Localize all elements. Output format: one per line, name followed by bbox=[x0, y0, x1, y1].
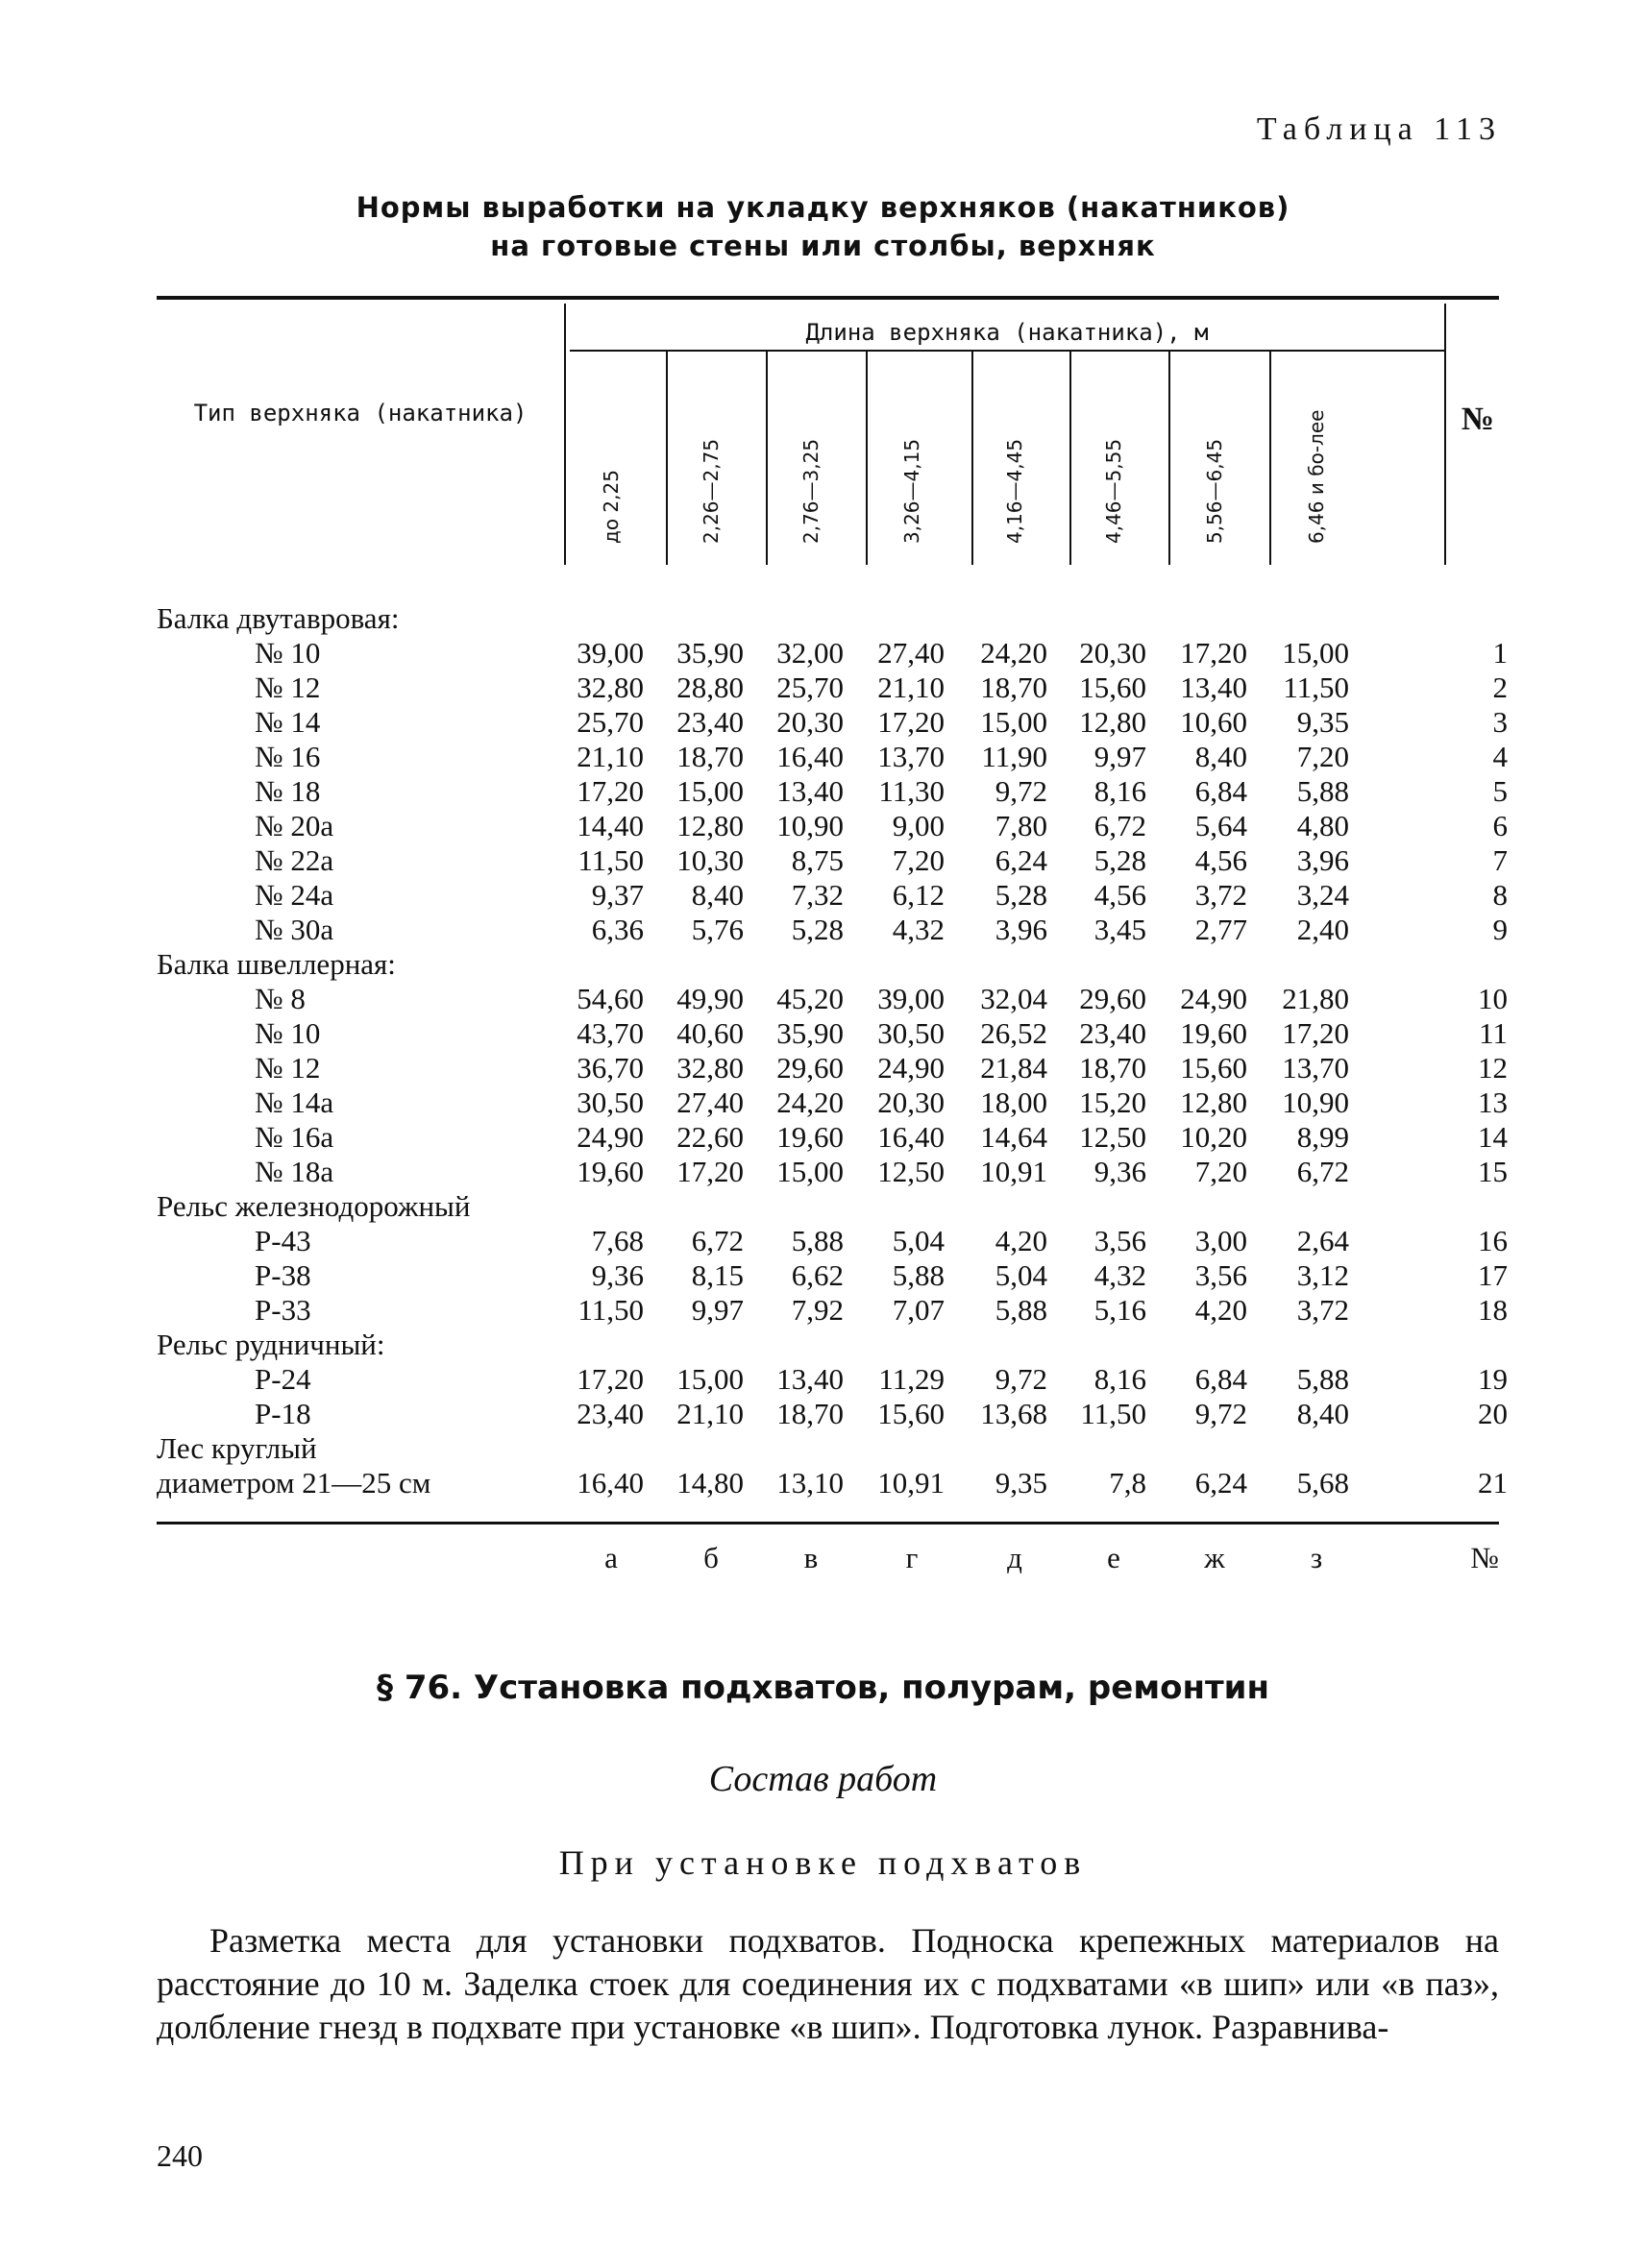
column-letter: д bbox=[1007, 1541, 1022, 1574]
column-letter: а bbox=[604, 1541, 618, 1574]
table-cell: 36,70 bbox=[577, 1051, 644, 1085]
table-cell: 15,60 bbox=[1180, 1051, 1247, 1085]
row-type-label: Балка швеллерная: bbox=[157, 947, 396, 981]
row-type-label: № 14а bbox=[255, 1085, 334, 1119]
column-letters bbox=[157, 1541, 1499, 1579]
row-number: 21 bbox=[1478, 1466, 1508, 1500]
table-cell: 12,50 bbox=[877, 1155, 945, 1188]
table-cell: 17,20 bbox=[676, 1155, 744, 1188]
table-row bbox=[157, 705, 1508, 740]
row-type-label: Р-43 bbox=[255, 1224, 311, 1257]
table-cell: 5,28 bbox=[995, 878, 1047, 912]
table-cell: 12,80 bbox=[1079, 705, 1146, 739]
row-number: 11 bbox=[1479, 1016, 1508, 1050]
column-header bbox=[986, 402, 1044, 565]
row-type-label: Балка двутавровая: bbox=[157, 601, 400, 635]
table-cell: 19,60 bbox=[776, 1120, 844, 1154]
column-divider bbox=[1069, 352, 1071, 565]
table-cell: 3,00 bbox=[1194, 1224, 1247, 1257]
number-header: № bbox=[1461, 402, 1495, 437]
table-cell: 6,84 bbox=[1194, 774, 1247, 808]
table-row bbox=[157, 843, 1508, 878]
table-cell: 6,84 bbox=[1194, 1362, 1247, 1396]
row-type-label: № 10 bbox=[255, 1016, 321, 1050]
table-cell: 13,68 bbox=[980, 1397, 1047, 1430]
column-header-label: 2,26—2,75 bbox=[700, 438, 723, 544]
table-cell: 24,90 bbox=[877, 1051, 945, 1085]
table-cell: 15,60 bbox=[877, 1397, 945, 1430]
row-number: 14 bbox=[1478, 1120, 1508, 1154]
table-cell: 27,40 bbox=[676, 1085, 744, 1119]
row-number: 20 bbox=[1478, 1397, 1508, 1430]
table-cell: 15,20 bbox=[1079, 1085, 1146, 1119]
length-header: Длина верхняка (накатника), м bbox=[805, 319, 1209, 346]
column-header bbox=[1085, 402, 1142, 565]
table-row bbox=[157, 774, 1508, 809]
table-cell: 17,20 bbox=[1282, 1016, 1349, 1050]
subtitle-italic: Состав работ bbox=[708, 1759, 938, 1799]
table-cell: 8,75 bbox=[791, 843, 844, 877]
column-letter: е bbox=[1107, 1541, 1120, 1574]
table-cell: 5,88 bbox=[791, 1224, 844, 1257]
table-cell: 20,30 bbox=[1079, 636, 1146, 670]
row-number: 6 bbox=[1492, 809, 1508, 842]
table-cell: 9,36 bbox=[1093, 1155, 1146, 1188]
table-row bbox=[157, 1085, 1508, 1120]
table-cell: 11,29 bbox=[878, 1362, 945, 1396]
table-cell: 7,32 bbox=[791, 878, 844, 912]
table-cell: 16,40 bbox=[577, 1466, 644, 1500]
table-cell: 4,20 bbox=[995, 1224, 1047, 1257]
header-divider-right bbox=[1444, 304, 1446, 565]
table-cell: 21,10 bbox=[577, 740, 644, 773]
table-cell: 10,30 bbox=[676, 843, 744, 877]
table-cell: 17,20 bbox=[877, 705, 945, 739]
table-cell: 3,24 bbox=[1296, 878, 1349, 912]
table-row bbox=[157, 671, 1508, 705]
row-type-label: Р-33 bbox=[255, 1293, 311, 1327]
table-cell: 7,8 bbox=[1109, 1466, 1146, 1500]
table-cell: 15,00 bbox=[1282, 636, 1349, 670]
table-cell: 18,70 bbox=[676, 740, 744, 773]
table-cell: 9,72 bbox=[995, 1362, 1047, 1396]
table-cell: 22,60 bbox=[676, 1120, 744, 1154]
row-type-label: Рельс железнодорожный bbox=[157, 1189, 471, 1223]
table-cell: 39,00 bbox=[577, 636, 644, 670]
column-letter: з bbox=[1310, 1541, 1323, 1574]
row-type-label: № 18а bbox=[255, 1155, 334, 1188]
table-cell: 15,60 bbox=[1079, 671, 1146, 704]
table-cell: 5,88 bbox=[995, 1293, 1047, 1327]
table-cell: 5,28 bbox=[1093, 843, 1146, 877]
row-number: 2 bbox=[1492, 671, 1508, 704]
column-header-label: 5,56—6,45 bbox=[1203, 438, 1226, 544]
row-number: 13 bbox=[1478, 1085, 1508, 1119]
column-letter: г bbox=[905, 1541, 919, 1574]
row-type-label: № 18 bbox=[255, 774, 321, 808]
table-cell: 18,70 bbox=[980, 671, 1047, 704]
column-header bbox=[782, 402, 840, 565]
table-cell: 8,40 bbox=[1296, 1397, 1349, 1430]
table-row bbox=[157, 1155, 1508, 1189]
table-cell: 5,76 bbox=[691, 913, 744, 946]
table-cell: 7,92 bbox=[791, 1293, 844, 1327]
table-cell: 10,60 bbox=[1180, 705, 1247, 739]
table-cell: 39,00 bbox=[877, 982, 945, 1015]
column-header-label: 6,46 и бо-лее bbox=[1305, 409, 1328, 544]
table-cell: 13,40 bbox=[1180, 671, 1247, 704]
table-cell: 7,80 bbox=[995, 809, 1047, 842]
row-type-label: Лес круглый bbox=[157, 1431, 317, 1465]
table-cell: 12,80 bbox=[1180, 1085, 1247, 1119]
row-type-label: Р-38 bbox=[255, 1258, 311, 1292]
table-cell: 43,70 bbox=[577, 1016, 644, 1050]
column-header-label: 4,46—5,55 bbox=[1102, 438, 1125, 544]
table-cell: 25,70 bbox=[776, 671, 844, 704]
table-cell: 15,00 bbox=[980, 705, 1047, 739]
table-cell: 24,20 bbox=[980, 636, 1047, 670]
table-cell: 10,20 bbox=[1180, 1120, 1247, 1154]
table-cell: 40,60 bbox=[676, 1016, 744, 1050]
column-header-label: 4,16—4,45 bbox=[1003, 438, 1026, 544]
table-cell: 24,90 bbox=[577, 1120, 644, 1154]
row-type-label: Р-24 bbox=[255, 1362, 311, 1396]
table-cell: 6,62 bbox=[791, 1258, 844, 1292]
table-cell: 2,64 bbox=[1296, 1224, 1349, 1257]
table-cell: 29,60 bbox=[776, 1051, 844, 1085]
table-cell: 7,20 bbox=[1194, 1155, 1247, 1188]
table-cell: 8,15 bbox=[691, 1258, 744, 1292]
table-cell: 27,40 bbox=[877, 636, 945, 670]
table-row bbox=[157, 982, 1508, 1016]
table-row bbox=[157, 740, 1508, 774]
table-cell: 9,35 bbox=[1296, 705, 1349, 739]
row-number: 5 bbox=[1492, 774, 1508, 808]
table-cell: 18,70 bbox=[1079, 1051, 1146, 1085]
column-header bbox=[682, 402, 740, 565]
table-cell: 35,90 bbox=[776, 1016, 844, 1050]
row-type-label: № 12 bbox=[255, 671, 321, 704]
row-type-label: № 14 bbox=[255, 705, 321, 739]
table-row bbox=[157, 913, 1508, 947]
table-cell: 6,72 bbox=[1296, 1155, 1349, 1188]
table-cell: 3,12 bbox=[1296, 1258, 1349, 1292]
table-cell: 13,40 bbox=[776, 1362, 844, 1396]
section-title: § 76. Установка подхватов, полурам, ремонтин bbox=[377, 1669, 1269, 1707]
table-cell: 16,40 bbox=[877, 1120, 945, 1154]
table-cell: 13,70 bbox=[877, 740, 945, 773]
column-header bbox=[883, 402, 941, 565]
table-cell: 3,56 bbox=[1194, 1258, 1247, 1292]
row-number: 9 bbox=[1492, 913, 1508, 946]
table-cell: 15,00 bbox=[676, 1362, 744, 1396]
row-type-label: Рельс рудничный: bbox=[157, 1328, 385, 1361]
table-cell: 4,56 bbox=[1093, 878, 1146, 912]
column-header bbox=[582, 402, 640, 565]
column-header-label: 3,26—4,15 bbox=[900, 438, 923, 544]
table-cell: 28,80 bbox=[676, 671, 744, 704]
table-cell: 7,07 bbox=[892, 1293, 945, 1327]
table-cell: 32,00 bbox=[776, 636, 844, 670]
table-cell: 9,35 bbox=[995, 1466, 1047, 1500]
table-cell: 15,00 bbox=[676, 774, 744, 808]
table-cell: 9,36 bbox=[591, 1258, 644, 1292]
row-number: 8 bbox=[1492, 878, 1508, 912]
table-cell: 16,40 bbox=[776, 740, 844, 773]
table-cell: 24,20 bbox=[776, 1085, 844, 1119]
table-cell: 5,88 bbox=[1296, 1362, 1349, 1396]
table-title bbox=[0, 188, 1646, 265]
table-cell: 5,88 bbox=[1296, 774, 1349, 808]
column-header bbox=[1288, 402, 1345, 565]
table-cell: 4,32 bbox=[1093, 1258, 1146, 1292]
table-cell: 9,97 bbox=[691, 1293, 744, 1327]
page-number: 240 bbox=[157, 2138, 203, 2173]
table-row bbox=[157, 1466, 1508, 1500]
table-cell: 14,64 bbox=[980, 1120, 1047, 1154]
table-cell: 13,70 bbox=[1282, 1051, 1349, 1085]
table-cell: 21,80 bbox=[1282, 982, 1349, 1015]
row-number: 7 bbox=[1492, 843, 1508, 877]
row-type-label: № 30а bbox=[255, 913, 334, 946]
table-row bbox=[157, 1016, 1508, 1051]
table-cell: 13,40 bbox=[776, 774, 844, 808]
table-title-line1: Нормы выработки на укладку верхняков (накатников) bbox=[356, 191, 1290, 224]
table-cell: 14,80 bbox=[676, 1466, 744, 1500]
subtitle-spaced: При установке подхватов bbox=[558, 1843, 1088, 1882]
table-cell: 11,50 bbox=[577, 1293, 644, 1327]
row-type-label: № 8 bbox=[255, 982, 306, 1015]
table-cell: 32,80 bbox=[676, 1051, 744, 1085]
row-type-label: № 24а bbox=[255, 878, 334, 912]
length-header-underline bbox=[570, 350, 1444, 352]
table-cell: 8,16 bbox=[1093, 1362, 1146, 1396]
table-cell: 4,56 bbox=[1194, 843, 1247, 877]
table-group-row bbox=[157, 947, 1499, 982]
table-cell: 10,90 bbox=[776, 809, 844, 842]
table-cell: 26,52 bbox=[980, 1016, 1047, 1050]
table-cell: 14,40 bbox=[577, 809, 644, 842]
table-group-row bbox=[157, 1431, 1499, 1466]
table-cell: 23,40 bbox=[577, 1397, 644, 1430]
column-letters-number-label: № bbox=[1470, 1541, 1499, 1574]
table-cell: 9,72 bbox=[1194, 1397, 1247, 1430]
column-divider bbox=[766, 352, 768, 565]
table-cell: 45,20 bbox=[776, 982, 844, 1015]
table-row bbox=[157, 1397, 1508, 1431]
table-cell: 8,16 bbox=[1093, 774, 1146, 808]
column-letter: ж bbox=[1204, 1541, 1225, 1574]
table-cell: 19,60 bbox=[577, 1155, 644, 1188]
table-cell: 23,40 bbox=[1079, 1016, 1146, 1050]
table-cell: 5,68 bbox=[1296, 1466, 1349, 1500]
column-letter: б bbox=[703, 1541, 719, 1574]
table-cell: 18,70 bbox=[776, 1397, 844, 1430]
column-letter: в bbox=[803, 1541, 819, 1574]
table-title-line2: на готовые стены или столбы, верхняк bbox=[490, 230, 1156, 262]
table-row bbox=[157, 1224, 1508, 1258]
column-header bbox=[1186, 402, 1243, 565]
norms-table bbox=[157, 296, 1508, 1574]
column-header-label: до 2,25 bbox=[600, 470, 623, 544]
table-cell: 29,60 bbox=[1079, 982, 1146, 1015]
table-cell: 11,50 bbox=[1080, 1397, 1146, 1430]
table-cell: 12,50 bbox=[1079, 1120, 1146, 1154]
row-number: 15 bbox=[1478, 1155, 1508, 1188]
table-cell: 11,90 bbox=[981, 740, 1047, 773]
table-cell: 9,97 bbox=[1093, 740, 1146, 773]
table-group-row bbox=[157, 1189, 1499, 1224]
table-cell: 11,50 bbox=[1283, 671, 1349, 704]
row-number: 18 bbox=[1478, 1293, 1508, 1327]
table-cell: 6,36 bbox=[591, 913, 644, 946]
table-cell: 10,90 bbox=[1282, 1085, 1349, 1119]
row-type-label: № 12 bbox=[255, 1051, 321, 1085]
row-number: 19 bbox=[1478, 1362, 1508, 1396]
type-header: Тип верхняка (накатника) bbox=[193, 400, 528, 427]
table-cell: 18,00 bbox=[980, 1085, 1047, 1119]
table-cell: 6,12 bbox=[892, 878, 945, 912]
table-row bbox=[157, 878, 1508, 913]
table-cell: 17,20 bbox=[577, 774, 644, 808]
table-cell: 19,60 bbox=[1180, 1016, 1247, 1050]
table-cell: 49,90 bbox=[676, 982, 744, 1015]
column-divider bbox=[666, 352, 668, 565]
table-cell: 35,90 bbox=[676, 636, 744, 670]
table-cell: 11,30 bbox=[878, 774, 945, 808]
table-bottom-rule bbox=[157, 1522, 1499, 1524]
table-cell: 9,72 bbox=[995, 774, 1047, 808]
table-cell: 8,40 bbox=[691, 878, 744, 912]
body-paragraph: Разметка места для установки подхватов. Подноска крепежных материалов на расстояние до 10 м. Заделка стоек для соединения их с подхватами «в шип» или «в паз», долбление гнезд в подхвате при установке «в шип». Подготовка лунок. Разравнива- bbox=[157, 1921, 1499, 2046]
table-cell: 2,40 bbox=[1296, 913, 1349, 946]
table-cell: 25,70 bbox=[577, 705, 644, 739]
table-cell: 3,96 bbox=[995, 913, 1047, 946]
table-cell: 5,28 bbox=[791, 913, 844, 946]
table-cell: 4,80 bbox=[1296, 809, 1349, 842]
row-number: 17 bbox=[1478, 1258, 1508, 1292]
table-cell: 5,64 bbox=[1194, 809, 1247, 842]
header-divider-left bbox=[564, 304, 566, 565]
table-cell: 17,20 bbox=[1180, 636, 1247, 670]
table-cell: 6,24 bbox=[1194, 1466, 1247, 1500]
row-type-label: № 16а bbox=[255, 1120, 334, 1154]
table-cell: 5,88 bbox=[892, 1258, 945, 1292]
column-divider bbox=[866, 352, 868, 565]
table-cell: 32,04 bbox=[980, 982, 1047, 1015]
row-number: 10 bbox=[1478, 982, 1508, 1015]
column-header-label: 2,76—3,25 bbox=[799, 438, 823, 544]
table-cell: 4,32 bbox=[892, 913, 945, 946]
table-row bbox=[157, 1362, 1508, 1397]
table-cell: 9,37 bbox=[591, 878, 644, 912]
table-cell: 3,56 bbox=[1093, 1224, 1146, 1257]
table-cell: 12,80 bbox=[676, 809, 744, 842]
table-cell: 7,20 bbox=[892, 843, 945, 877]
table-row bbox=[157, 1293, 1508, 1328]
row-type-label: диаметром 21—25 см bbox=[157, 1466, 431, 1500]
table-row bbox=[157, 1051, 1508, 1085]
table-cell: 8,99 bbox=[1296, 1120, 1349, 1154]
table-top-rule bbox=[157, 296, 1499, 300]
table-cell: 5,04 bbox=[995, 1258, 1047, 1292]
table-cell: 3,96 bbox=[1296, 843, 1349, 877]
column-divider bbox=[971, 352, 973, 565]
table-cell: 7,20 bbox=[1296, 740, 1349, 773]
table-cell: 20,30 bbox=[877, 1085, 945, 1119]
row-number: 1 bbox=[1492, 636, 1508, 670]
table-cell: 11,50 bbox=[577, 843, 644, 877]
table-row bbox=[157, 636, 1508, 671]
row-number: 4 bbox=[1492, 740, 1508, 773]
table-cell: 3,72 bbox=[1296, 1293, 1349, 1327]
table-cell: 24,90 bbox=[1180, 982, 1247, 1015]
table-cell: 6,24 bbox=[995, 843, 1047, 877]
table-cell: 21,84 bbox=[980, 1051, 1047, 1085]
column-divider bbox=[1168, 352, 1170, 565]
row-type-label: Р-18 bbox=[255, 1397, 311, 1430]
row-type-label: № 16 bbox=[255, 740, 321, 773]
table-cell: 54,60 bbox=[577, 982, 644, 1015]
table-row bbox=[157, 1120, 1508, 1155]
table-cell: 2,77 bbox=[1194, 913, 1247, 946]
table-cell: 21,10 bbox=[676, 1397, 744, 1430]
table-cell: 30,50 bbox=[577, 1085, 644, 1119]
table-cell: 6,72 bbox=[691, 1224, 744, 1257]
table-cell: 9,00 bbox=[892, 809, 945, 842]
row-number: 16 bbox=[1478, 1224, 1508, 1257]
table-cell: 23,40 bbox=[676, 705, 744, 739]
table-cell: 30,50 bbox=[877, 1016, 945, 1050]
row-type-label: № 20а bbox=[255, 809, 334, 842]
table-cell: 13,10 bbox=[776, 1466, 844, 1500]
row-type-label: № 10 bbox=[255, 636, 321, 670]
table-cell: 17,20 bbox=[577, 1362, 644, 1396]
table-row bbox=[157, 809, 1508, 843]
table-cell: 6,72 bbox=[1093, 809, 1146, 842]
table-cell: 5,16 bbox=[1093, 1293, 1146, 1327]
table-cell: 32,80 bbox=[577, 671, 644, 704]
table-group-row bbox=[157, 1328, 1499, 1362]
table-row bbox=[157, 1258, 1508, 1293]
table-cell: 7,68 bbox=[591, 1224, 644, 1257]
row-type-label: № 22а bbox=[255, 843, 334, 877]
table-cell: 5,04 bbox=[892, 1224, 945, 1257]
table-cell: 10,91 bbox=[980, 1155, 1047, 1188]
column-divider bbox=[1269, 352, 1271, 565]
table-cell: 20,30 bbox=[776, 705, 844, 739]
table-cell: 3,45 bbox=[1093, 913, 1146, 946]
table-cell: 3,72 bbox=[1194, 878, 1247, 912]
table-cell: 21,10 bbox=[877, 671, 945, 704]
table-cell: 8,40 bbox=[1194, 740, 1247, 773]
table-label: Таблица 113 bbox=[1256, 111, 1502, 147]
table-group-row bbox=[157, 601, 1499, 636]
table-cell: 10,91 bbox=[877, 1466, 945, 1500]
table-cell: 15,00 bbox=[776, 1155, 844, 1188]
row-number: 3 bbox=[1492, 705, 1508, 739]
row-number: 12 bbox=[1478, 1051, 1508, 1085]
table-cell: 4,20 bbox=[1194, 1293, 1247, 1327]
